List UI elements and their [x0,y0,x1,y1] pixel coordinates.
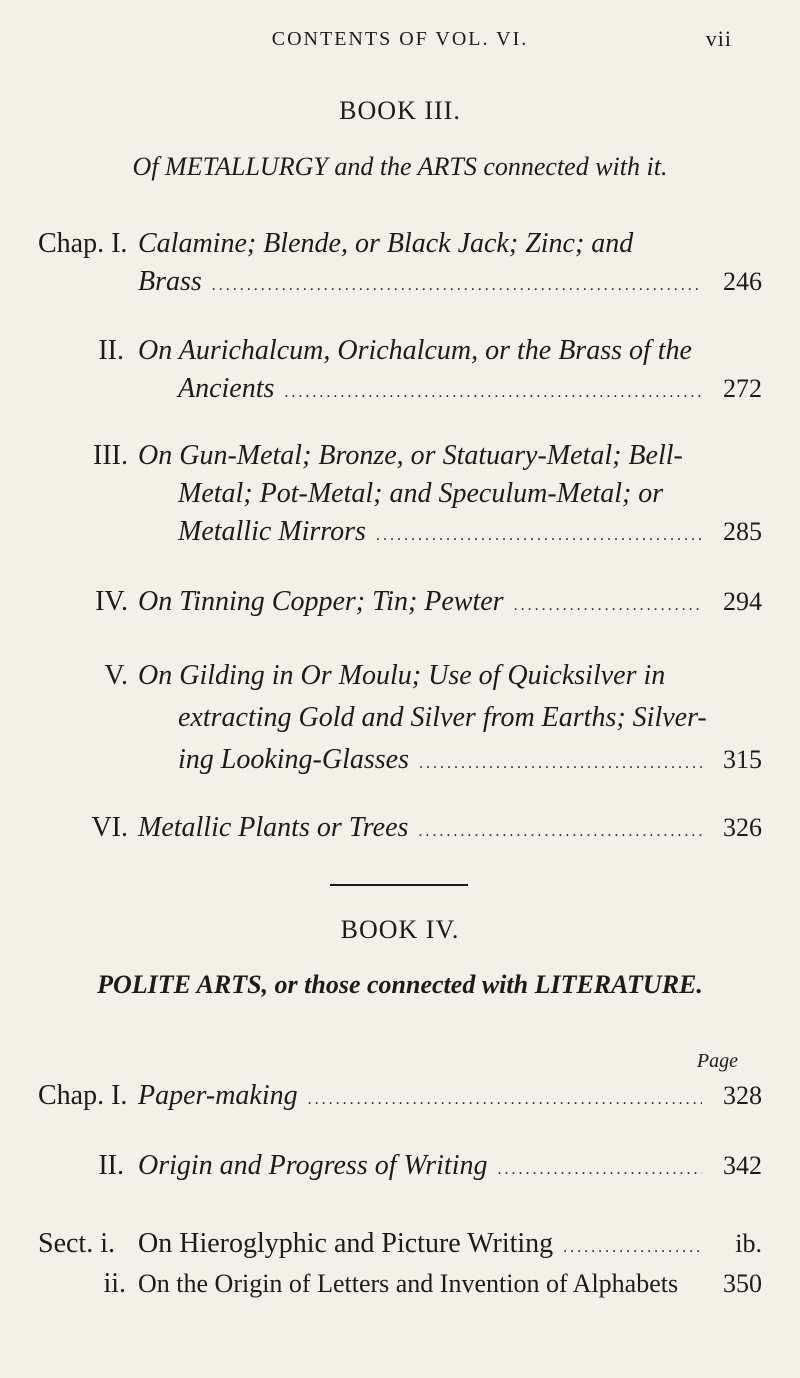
entry-line: On the Origin of Letters and Invention of Alphabets [138,1269,679,1298]
book-iv-subtitle: POLITE ARTS, or those connected with LITERATURE. [97,970,703,999]
leader-dots [308,1091,702,1109]
toc-entry-chap-2[interactable] [38,335,762,405]
entry-line: Metal; Pot-Metal; and Speculum-Metal; or [178,478,664,509]
section-divider [330,884,468,886]
entry-line: Origin and Progress of Writing [138,1150,488,1181]
page-ref: 328 [723,1081,762,1110]
entry-line: Ancients [178,373,275,404]
page-ref: 315 [723,745,762,774]
toc-entry-chap-6[interactable] [38,812,762,844]
page-ref: ib. [735,1229,762,1258]
chapter-label: II. [98,1150,124,1181]
page-ref: 285 [723,517,762,546]
entry-line: On Gun-Metal; Bronze, or Statuary-Metal; Bell- [138,440,683,471]
leader-dots [514,597,702,615]
leader-dots [563,1239,702,1257]
toc-entry-chap-3[interactable] [38,440,762,548]
page-ref: 326 [723,813,762,842]
toc-entry-chap-1[interactable] [38,228,762,298]
leader-dots [376,527,702,545]
entry-line: extracting Gold and Silver from Earths; Silver- [178,702,707,733]
chapter-label: III. [93,440,128,471]
page-ref: 342 [723,1151,762,1180]
page-column-label: Page [696,1050,738,1072]
chapter-label: VI. [91,812,128,843]
leader-dots [284,384,702,402]
entry-line: On Tinning Copper; Tin; Pewter [138,586,504,617]
entry-line: Metallic Mirrors [178,516,366,547]
entry-line: Calamine; Blende, or Black Jack; Zinc; and [138,228,634,259]
running-head: CONTENTS OF VOL. VI. [271,28,529,50]
leader-dots [498,1161,702,1179]
leader-dots [419,755,702,773]
toc-entry-paper-making[interactable] [38,1080,762,1112]
entry-line: On Gilding in Or Moulu; Use of Quicksilver in [138,660,666,691]
toc-entry-origin-writing[interactable] [38,1150,762,1182]
page-ref: 246 [723,267,762,296]
book-iii-subtitle: Of METALLURGY and the ARTS connected with it. [132,152,668,181]
section-label: Sect. i. [38,1228,115,1259]
chapter-label: Chap. I. [38,1080,128,1111]
entry-line: Paper-making [138,1080,298,1111]
entry-line: On Aurichalcum, Orichalcum, or the Brass of the [138,335,692,366]
page-ref: 272 [723,374,762,403]
leader-dots [418,823,702,841]
page-ref: 294 [723,587,762,616]
page-ref: 350 [723,1269,762,1298]
toc-entry-alphabets[interactable] [38,1268,762,1300]
toc-entry-chap-5[interactable] [38,660,762,776]
chapter-label: IV. [95,586,128,617]
chapter-label: Chap. I. [38,228,128,259]
entry-line: ing Looking-Glasses [178,744,409,775]
entry-line: Metallic Plants or Trees [138,812,409,843]
page-number: vii [705,26,732,51]
entry-line: Brass [138,266,202,297]
chapter-label: II. [98,335,124,366]
toc-entry-chap-4[interactable] [38,586,762,618]
toc-entry-hieroglyphic[interactable] [38,1228,762,1260]
leader-dots [212,277,702,295]
section-label: ii. [103,1268,126,1299]
book-iv-title: BOOK IV. [340,915,460,944]
chapter-label: V. [104,660,128,691]
book-iii-title: BOOK III. [339,96,461,125]
entry-line: On Hieroglyphic and Picture Writing [138,1228,554,1259]
